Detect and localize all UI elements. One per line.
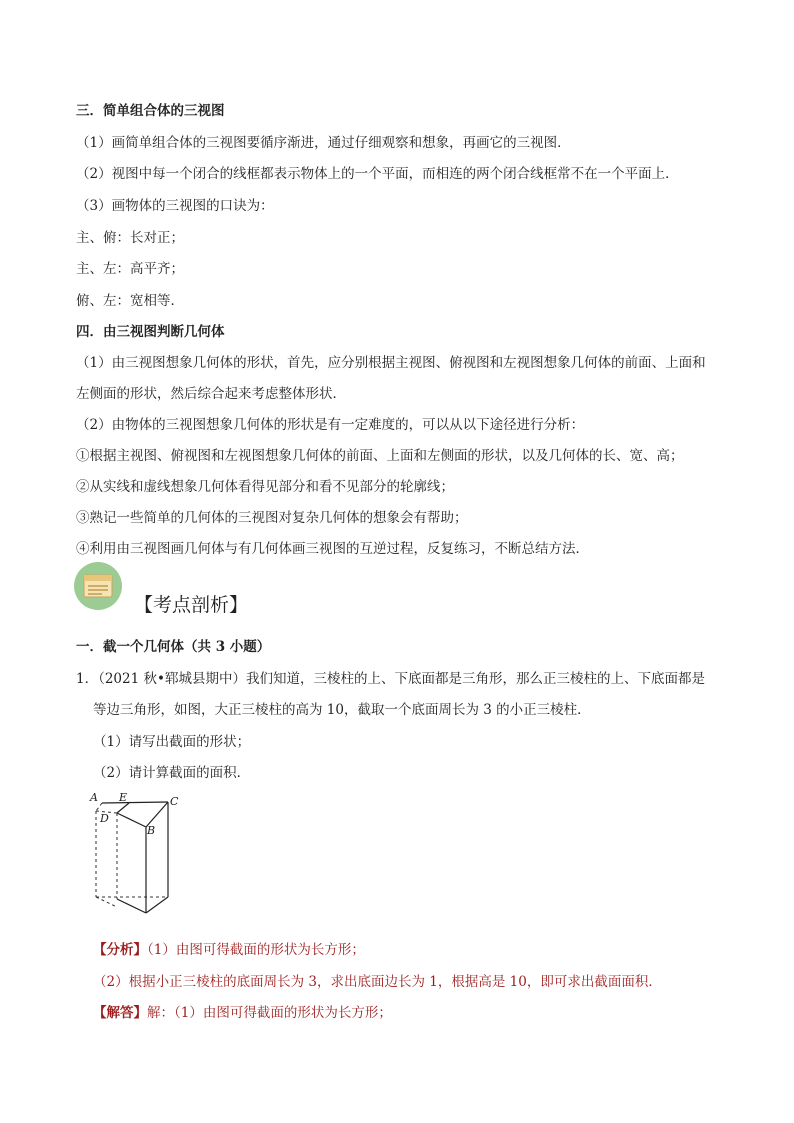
question-line1: 1．（2021 秋•郓城县期中）我们知道，三棱柱的上、下底面都是三角形，那么正三棱柱的上、下底面都是 — [76, 671, 705, 687]
section3-rule2: 主、左：高平齐； — [76, 261, 184, 277]
label-b: B — [147, 824, 156, 837]
answer-tag: 【解答】 — [93, 1005, 147, 1021]
label-e: E — [119, 791, 128, 804]
section4-p2: （2）由物体的三视图想象几何体的形状是有一定难度的，可以从以下途径进行分析： — [76, 417, 585, 433]
section3-p1: （1）画简单组合体的三视图要循序渐进，通过仔细观察和想象，再画它的三视图． — [76, 135, 571, 151]
topic1-title: 一．截一个几何体（共 3 小题） — [76, 639, 271, 655]
section3-rule3: 俯、左：宽相等． — [76, 293, 184, 309]
section4-item4: ④利用由三视图画几何体与有几何体画三视图的互逆过程，反复练习，不断总结方法． — [76, 541, 589, 557]
label-c: C — [170, 795, 179, 808]
section4-title: 四．由三视图判断几何体 — [76, 324, 225, 340]
section4-p1-line2: 左侧面的形状，然后综合起来考虑整体形状． — [76, 386, 346, 402]
notebook-badge-icon — [74, 562, 122, 610]
answer-line1 — [93, 1003, 392, 1023]
answer-text: 解：（1）由图可得截面的形状为长方形； — [147, 1005, 392, 1021]
section4-item2: ②从实线和虚线想象几何体看得见部分和看不见部分的轮廓线； — [76, 479, 454, 495]
analysis-line1 — [93, 940, 365, 960]
section3-p2: （2）视图中每一个闭合的线框都表示物体上的一个平面，而相连的两个闭合线框常不在一个平面上． — [76, 166, 679, 182]
analysis-text: （1）由图可得截面的形状为长方形； — [147, 942, 365, 958]
question-sub2: （2）请计算截面的面积． — [93, 765, 251, 781]
section3-rule1: 主、俯：长对正； — [76, 230, 184, 246]
triangular-prism-figure — [80, 789, 190, 914]
section4-item3: ③熟记一些简单的几何体的三视图对复杂几何体的想象会有帮助； — [76, 510, 468, 526]
analysis-line2: （2）根据小正三棱柱的底面周长为 3，求出底面边长为 1，根据高是 10，即可求出截面面积． — [93, 974, 662, 990]
question-line2: 等边三角形，如图，大正三棱柱的高为 10，截取一个底面周长为 3 的小正三棱柱． — [93, 702, 591, 718]
question-sub1: （1）请写出截面的形状； — [93, 734, 251, 750]
section3-title: 三．简单组合体的三视图 — [76, 103, 225, 119]
label-d: D — [100, 812, 109, 825]
section3-p3: （3）画物体的三视图的口诀为： — [76, 198, 274, 214]
section4-item1: ①根据主视图、俯视图和左视图想象几何体的前面、上面和左侧面的形状，以及几何体的长、宽、高； — [76, 448, 684, 464]
analysis-heading: 【考点剖析】 — [134, 594, 249, 616]
section4-p1-line1: （1）由三视图想象几何体的形状，首先，应分别根据主视图、俯视图和左视图想象几何体的前面、上面和 — [76, 355, 706, 371]
label-a: A — [90, 791, 98, 804]
analysis-tag: 【分析】 — [93, 942, 147, 958]
